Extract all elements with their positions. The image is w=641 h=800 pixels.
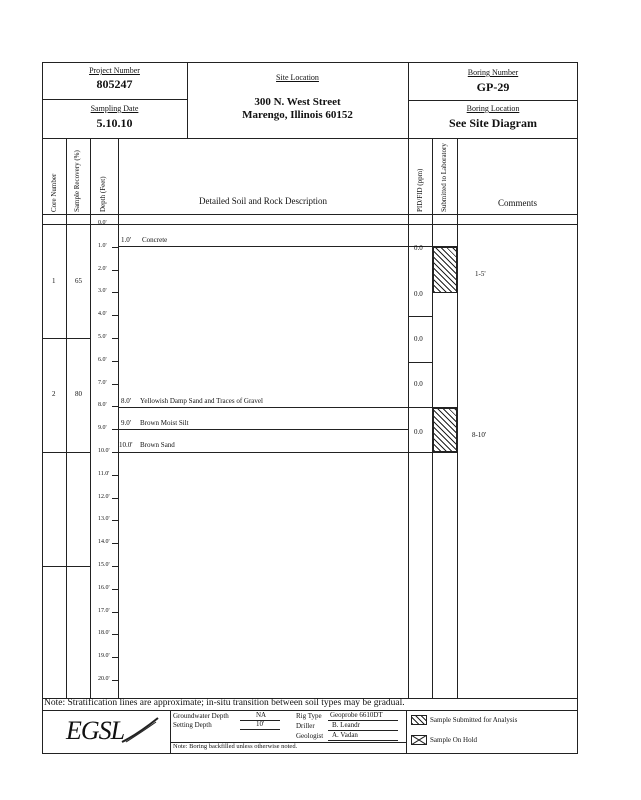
depth-tick-mark [112, 292, 118, 293]
boring-location: See Site Diagram [449, 116, 537, 130]
setting-depth-value: 10' [256, 720, 265, 728]
core-separator-1 [42, 338, 90, 339]
column-header-bottom-line [42, 214, 578, 215]
stratum-line-concrete [118, 246, 408, 247]
footer-top-line [42, 710, 578, 711]
footer-divider-legend [406, 710, 407, 754]
stratum-depth-1: 1.0' [121, 236, 132, 244]
pid-reading-5: 0.0 [414, 428, 423, 436]
col-divider-core [66, 138, 67, 698]
stratum-depth-2: 8.0' [121, 397, 132, 405]
depth-tick-mark [112, 634, 118, 635]
stratum-line-brown-sand [118, 452, 408, 453]
col-header-comments: Comments [497, 198, 537, 208]
core-number-2: 2 [52, 390, 56, 398]
depth-tick-label: 13.0' [98, 516, 110, 523]
sample-submitted-hatch-2 [433, 408, 457, 452]
comment-1: 1-5' [475, 270, 486, 278]
depth-tick-label: 8.0' [98, 402, 107, 409]
depth-tick-mark [112, 270, 118, 271]
pid-reading-1: 0.0 [414, 244, 423, 252]
stratum-depth-3: 9.0' [121, 419, 132, 427]
footer-divider-logo [170, 710, 171, 754]
col-divider-submitted [457, 138, 458, 698]
geologist-underline [328, 740, 398, 741]
depth-tick-label: 7.0' [98, 379, 107, 386]
setting-depth-underline [240, 729, 280, 730]
depth-tick-mark [112, 543, 118, 544]
col-header-submitted: Submitted to Laboratory [440, 143, 448, 212]
sampling-date-label: Sampling Date [90, 104, 139, 113]
depth-tick-mark [112, 612, 118, 613]
stratum-desc-1: Concrete [142, 236, 168, 244]
stratum-depth-4: 10.0' [119, 441, 133, 449]
boring-log-frame [42, 62, 578, 754]
depth-tick-label: 6.0' [98, 356, 107, 363]
core-separator-2 [42, 452, 90, 453]
stratum-desc-4: Brown Sand [140, 441, 175, 449]
groundwater-value: NA [256, 711, 267, 719]
comment-2: 8-10' [472, 431, 487, 439]
stratum-line-silt [118, 429, 408, 430]
depth-tick-label: 5.0' [98, 334, 107, 340]
sample-submitted-hatch-1 [433, 247, 457, 293]
pid-reading-3: 0.0 [414, 335, 423, 343]
egsl-logo: EGSL [66, 716, 125, 745]
col-divider-recovery [90, 138, 91, 698]
col-header-core-number: Core Number [50, 173, 58, 212]
col-divider-depth [118, 138, 119, 698]
col-header-sample-recovery: Sample Recovery (%) [73, 150, 81, 212]
depth-tick-mark [112, 361, 118, 362]
legend-hold-label: Sample On Hold [430, 736, 478, 744]
boring-location-label: Boring Location [466, 104, 520, 113]
core-number-1: 1 [52, 277, 56, 285]
stratum-line-sand-gravel [118, 407, 408, 408]
depth-tick-mark [112, 680, 118, 681]
pid-reading-4: 0.0 [414, 380, 423, 388]
depth-tick-label: 2.0' [98, 265, 107, 272]
logo-swoosh-icon [120, 716, 160, 746]
geologist-value: A. Vadan [332, 731, 358, 739]
groundwater-label: Groundwater Depth [173, 712, 229, 720]
depth-tick-mark [112, 589, 118, 590]
core-separator-3 [42, 566, 90, 567]
depth-tick-label: 19.0' [98, 653, 110, 660]
boring-number: GP-29 [476, 80, 510, 94]
depth-tick-mark [112, 384, 118, 385]
stratum-desc-3: Brown Moist Silt [140, 419, 189, 427]
depth-tick-mark [112, 498, 118, 499]
header-mid-right-line [408, 100, 578, 101]
site-address-line1: 300 N. West Street [254, 96, 341, 108]
sampling-date: 5.10.10 [96, 116, 133, 130]
depth-tick-label: 9.0' [98, 425, 107, 432]
depth-tick-mark [112, 475, 118, 476]
depth-tick-mark [112, 315, 118, 316]
col-divider-description [408, 138, 409, 698]
depth-tick-label: 10.0' [98, 448, 110, 454]
driller-label: Driller [296, 722, 315, 730]
depth-tick-label: 15.0' [98, 562, 110, 568]
pid-interval-line-3 [408, 362, 432, 363]
driller-value: B. Leandr [332, 721, 360, 729]
depth-tick-mark [112, 566, 118, 567]
stratum-desc-2: Yellowish Damp Sand and Traces of Gravel [140, 397, 263, 405]
backfill-note: Note: Boring backfilled unless otherwise noted. [173, 743, 298, 750]
header-bottom-line [42, 138, 578, 139]
rig-type-value: Geoprobe 6610DT [330, 711, 383, 719]
header-mid-left-line [42, 99, 187, 100]
depth-tick-label: 18.0' [98, 630, 110, 637]
core-recovery-1: 65 [75, 277, 82, 285]
geologist-label: Geologist [296, 732, 324, 740]
depth-tick-label: 0.0' [98, 220, 107, 226]
col-header-description: Detailed Soil and Rock Description [199, 196, 327, 206]
stratification-note: Note: Stratification lines are approximate; in-situ transition between soil types may be gradual. [44, 698, 405, 708]
boring-number-label: Boring Number [467, 68, 519, 77]
col-header-depth: Depth (Feet) [99, 176, 107, 212]
depth-tick-mark [112, 338, 118, 339]
depth-tick-label: 3.0' [98, 288, 107, 295]
depth-tick-label: 17.0' [98, 607, 110, 614]
depth-tick-mark [112, 657, 118, 658]
setting-depth-label: Setting Depth [173, 721, 212, 729]
depth-tick-label: 1.0' [98, 242, 107, 249]
depth-tick-label: 16.0' [98, 584, 110, 591]
depth-tick-label: 20.0' [98, 676, 110, 682]
depth-tick-label: 14.0' [98, 539, 110, 546]
project-number: 805247 [96, 77, 133, 91]
core-recovery-2: 80 [75, 390, 82, 398]
column-header-bottom-line-2 [42, 224, 578, 225]
pid-interval-line-2 [408, 316, 432, 317]
legend-analysis-swatch [411, 715, 427, 725]
depth-tick-mark [112, 520, 118, 521]
depth-tick-label: 4.0' [98, 311, 107, 318]
site-location-label: Site Location [276, 73, 319, 82]
depth-tick-mark [112, 224, 118, 225]
depth-tick-label: 11.0' [98, 470, 110, 477]
pid-interval-line-5 [408, 452, 457, 453]
legend-hold-x-icon [411, 735, 427, 745]
legend-analysis-label: Sample Submitted for Analysis [430, 716, 518, 724]
site-address-line2: Marengo, Illinois 60152 [242, 109, 353, 121]
project-number-label: Project Number [89, 66, 140, 75]
rig-type-label: Rig Type [296, 712, 322, 720]
col-header-pid: PID/FID (ppm) [416, 168, 424, 212]
pid-reading-2: 0.0 [414, 290, 423, 298]
depth-tick-label: 12.0' [98, 493, 110, 500]
